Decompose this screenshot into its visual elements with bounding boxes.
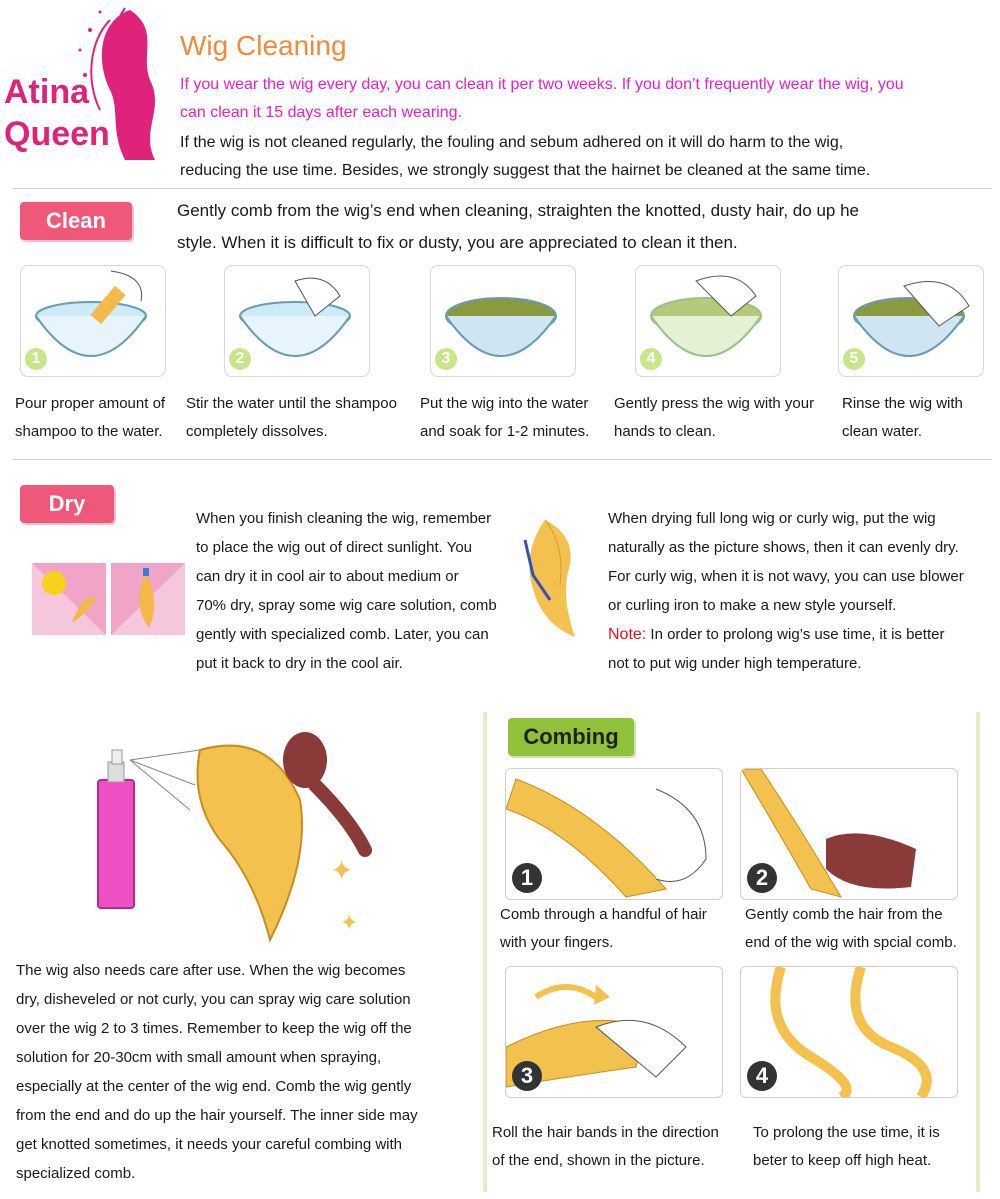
combing-panel-border: [483, 712, 487, 1192]
clean-label: Clean: [20, 202, 132, 240]
combing-step-4-number: 4: [747, 1061, 777, 1091]
svg-text:✦: ✦: [330, 854, 354, 887]
clean-step-5-caption: Rinse the wig with clean water.: [842, 395, 963, 440]
brand-line-2: Queen: [4, 115, 110, 153]
combing-step-3-number: 3: [512, 1061, 542, 1091]
clean-step-1-number: 1: [25, 348, 47, 370]
combing-step-4-image: [740, 966, 958, 1098]
spray-and-comb-illustration: [90, 730, 380, 950]
note-line: Note: In order to prolong wig’s use time, it is better: [608, 626, 945, 643]
combing-panel-border: [976, 712, 980, 1192]
clean-step-3-number: 3: [435, 348, 457, 370]
clean-step-1-image: [20, 265, 166, 377]
clean-step-5-image: [838, 265, 984, 377]
combing-step-1-image: [505, 768, 723, 900]
hang-drying-icon: [111, 563, 185, 635]
intro-line-1: If the wig is not cleaned regularly, the fouling and sebum adhered on it will do harm to the wig,: [180, 134, 844, 151]
clean-intro-2: style. When it is difficult to fix or dusty, you are appreciated to clean it then.: [177, 233, 738, 252]
brand-line-1: Atina: [4, 73, 89, 111]
sun-drying-icon: [32, 563, 106, 635]
combing-step-4-caption: To prolong the use time, it is beter to keep off high heat.: [753, 1124, 940, 1169]
frequency-line-1: If you wear the wig every day, you can clean it per two weeks. If you don’t frequently wear the wig, you: [180, 76, 904, 93]
clean-step-1-caption: Pour proper amount of shampoo to the water.: [15, 395, 166, 440]
page-title: Wig Cleaning: [180, 30, 347, 61]
combing-step-2-caption: Gently comb the hair from the end of the wig with spcial comb.: [745, 906, 957, 951]
brand-logo: [0, 0, 175, 165]
dry-left-text: When you finish cleaning the wig, remember to place the wig out of direct sunlight. You can dry it in cool air to about medium or 70% dry, spray some wig care solution, comb gently with specialized comb. Later, you can put it back to dry in the cool air.: [196, 510, 497, 672]
combing-step-3-image: [505, 966, 723, 1098]
frequency-line-2: can clean it 15 days after each wearing.: [180, 104, 462, 121]
combing-label: Combing: [508, 718, 634, 756]
svg-text:✦: ✦: [340, 911, 359, 936]
divider: [12, 459, 992, 460]
dry-label: Dry: [20, 485, 114, 523]
clean-step-2-caption: Stir the water until the shampoo completely dissolves.: [186, 395, 397, 440]
combing-step-2-image: [740, 768, 958, 900]
clean-step-3-image: [430, 265, 576, 377]
combing-step-1-number: 1: [512, 863, 542, 893]
clean-step-4-caption: Gently press the wig with your hands to clean.: [614, 395, 815, 440]
intro-line-2: reducing the use time. Besides, we strongly suggest that the hairnet be cleaned at the same time.: [180, 162, 871, 179]
clean-step-2-image: [224, 265, 370, 377]
combing-step-1-caption: Comb through a handful of hair with your fingers.: [500, 906, 707, 951]
hanging-long-wig-icon: [515, 515, 605, 640]
note-label: Note:: [608, 626, 647, 643]
dry-right-text: When drying full long wig or curly wig, put the wig naturally as the picture shows, then it can evenly dry. For curly wig, when it is not wavy, you can use blower or curling iron to make a new style yourself. Note: In order to prolong wig’s use time, it is better not to put wig under high temperature.: [608, 510, 964, 672]
divider: [12, 188, 992, 189]
clean-step-3-caption: Put the wig into the water and soak for 1-2 minutes.: [420, 395, 590, 440]
combing-step-3-caption: Roll the hair bands in the direction of the end, shown in the picture.: [492, 1124, 719, 1169]
clean-step-4-number: 4: [640, 348, 662, 370]
spray-text: The wig also needs care after use. When the wig becomes dry, disheveled or not curly, you can spray wig care solution over the wig 2 to 3 times. Remember to keep the wig off the solution for 20-30cm with small amount when spraying, especially at the center of the wig end. Comb the wig gently from the end and do up the hair yourself. The inner side may get knotted sometimes, it needs your careful combing with specialized comb.: [16, 962, 418, 1182]
clean-intro-1: Gently comb from the wig’s end when cleaning, straighten the knotted, dusty hair, do up he: [177, 201, 859, 220]
combing-step-2-number: 2: [747, 863, 777, 893]
clean-step-4-image: [635, 265, 781, 377]
clean-step-2-number: 2: [229, 348, 251, 370]
clean-step-5-number: 5: [843, 348, 865, 370]
